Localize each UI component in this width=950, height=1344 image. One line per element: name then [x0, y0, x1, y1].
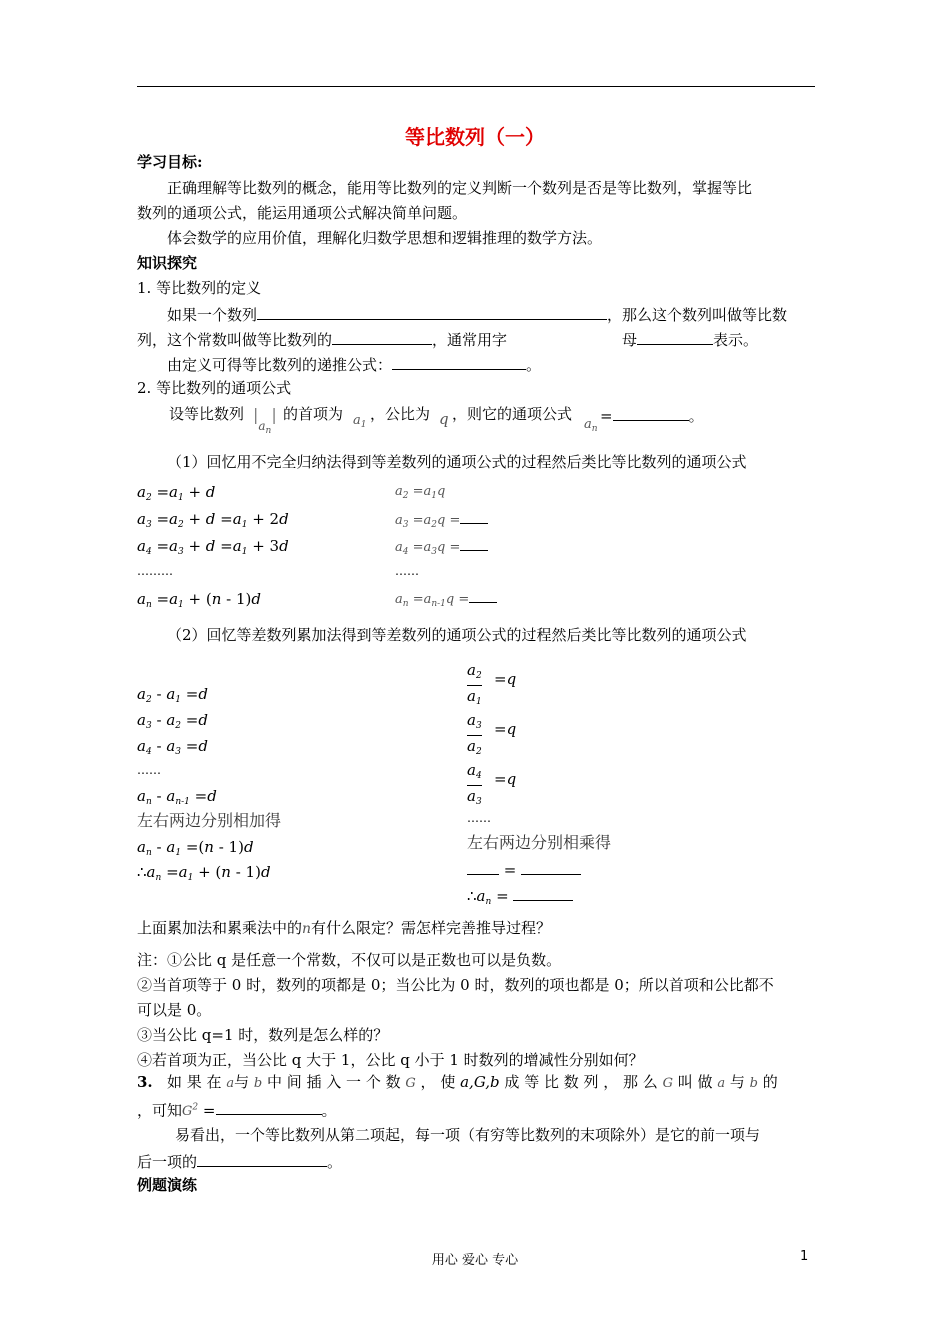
goals-text-2: 体会数学的应用价值，理解化归数学思想和逻辑推理的数学方法。: [167, 229, 603, 247]
s2-l1e: =: [600, 407, 613, 425]
section-2-title: 2. 等比数列的通项公式: [137, 379, 292, 397]
ratio-frac-2: $\frac{a_3}{a_2}$: [467, 711, 482, 761]
s3-l2c: 。: [321, 1101, 337, 1120]
arith-eq-1: $a_2 =a_1 + d$: [137, 483, 216, 503]
ratio-frac-3: $\frac{a_4}{a_3}$: [467, 761, 482, 811]
s2-l1b: 的首项为: [283, 405, 344, 423]
explore-heading: 知识探究: [137, 254, 198, 272]
s3-h: 的: [762, 1073, 778, 1091]
arith-eq-n: $a_n =a_1 + (n - 1)d$: [137, 590, 262, 610]
goals-text-1b: 数列的通项公式，能运用通项公式解决简单问题。: [137, 204, 468, 222]
geo-blank-n[interactable]: [469, 589, 497, 603]
s2-l1f: 。: [688, 407, 704, 425]
sum-result-1: $a_n - a_1 =(n - 1)d$: [137, 838, 254, 858]
s1-l2c: 母: [622, 331, 638, 349]
s3-c: 中 间 插 入 一 个 数: [266, 1073, 401, 1091]
sum-eq-3: $a_4 - a_3 =d$: [137, 737, 208, 757]
s1-l2b: ，通常用字: [432, 331, 508, 349]
goals-text-1a: 正确理解等比数列的概念，能用等比数列的定义判断一个数列是否是等比数列，掌握等比: [167, 179, 753, 197]
ratio-eq-2: =q: [494, 720, 517, 738]
s2-line1: [169, 404, 244, 424]
therefore-symbol-2: ∴: [467, 887, 477, 905]
seq-an-notation: $|a_n|$: [253, 405, 277, 436]
a1-symbol: $a_1$: [353, 413, 367, 430]
header-rule: [137, 86, 815, 87]
s1-l2d: 表示。: [713, 331, 759, 349]
q-symbol: q: [439, 410, 449, 428]
sum-eq-n: $a_n - a_{n-1} =d$: [137, 787, 217, 807]
s2-l1c: ，公比为: [370, 405, 431, 423]
s1-l1a: 如果一个数列: [167, 306, 258, 324]
prod-dots: ……: [467, 811, 491, 825]
geo-blank-2[interactable]: [460, 510, 488, 524]
s2-l1a: 设等比数列: [169, 405, 245, 423]
geo-eq-1: $a_2 =a_1q$: [395, 484, 446, 501]
b-symbol-2: b: [749, 1076, 758, 1091]
sum-dots: ……: [137, 763, 161, 777]
ratio-eq-3: =q: [494, 770, 517, 788]
arith-eq-3: $a_4 =a_3 + d =a_1 + 3d$: [137, 537, 289, 557]
arith-eq-2: $a_3 =a_2 + d =a_1 + 2d$: [137, 510, 289, 530]
note-q1: 上面累加法和累乘法中的: [137, 919, 303, 937]
an-symbol: $a_n$: [584, 417, 598, 434]
ratio-eq-1: =q: [494, 670, 517, 688]
s3-a: 如 果 在: [166, 1073, 222, 1091]
page-number: 1: [800, 1249, 809, 1264]
s3-p2: [137, 1150, 342, 1172]
s1-l3a: 由定义可得等比数列的递推公式：: [167, 356, 393, 374]
a-symbol: a: [226, 1076, 235, 1091]
note-question: [137, 918, 551, 939]
s3-e: 成 等 比 数 列 ， 那 么: [504, 1073, 658, 1091]
s3-b: 与: [234, 1073, 250, 1091]
s3-num: 3.: [137, 1073, 153, 1091]
prod-result-2: $\therefore a_n$ =: [467, 886, 573, 912]
s3-l2b: =: [202, 1101, 216, 1120]
geo-mean-blank[interactable]: [216, 1098, 322, 1115]
note-4: ④若首项为正，当公比 q 大于 1，公比 q 小于 1 时数列的增减性分别如何？: [137, 1051, 644, 1069]
geo-eq-n: $a_n =a_{n-1}q$ =: [395, 589, 497, 609]
general-term-blank[interactable]: [613, 404, 689, 421]
section-1-title: 1. 等比数列的定义: [137, 279, 262, 297]
a-symbol-2: a: [717, 1076, 726, 1091]
s1-line2-right: [622, 328, 758, 350]
method-1: （1）回忆用不完全归纳法得到等差数列的通项公式的过程然后类比等比数列的通项公式: [167, 453, 747, 471]
examples-heading: 例题演练: [137, 1176, 198, 1194]
s3-p1: 易看出，一个等比数列从第二项起，每一项（有穷等比数列的末项除外）是它的前一项与: [175, 1126, 761, 1144]
prod-blank-right[interactable]: [521, 860, 581, 875]
prod-text: 左右两边分别相乘得: [467, 833, 612, 852]
geo-blank-3[interactable]: [460, 537, 488, 551]
note-2a: ②当首项等于 0 时，数列的项都是 0；当公比为 0 时，数列的项也都是 0；所以首项和公比都不: [137, 976, 774, 994]
aGb-symbols: a,G,b: [460, 1073, 500, 1091]
s1-l2a: 列，这个常数叫做等比数列的: [137, 331, 333, 349]
G-symbol: G: [405, 1076, 416, 1091]
s3-f: 叫 做: [677, 1073, 713, 1091]
geo-eq-3: $a_4 =a_3q$ =: [395, 537, 488, 557]
prod-blank-an[interactable]: [513, 886, 573, 901]
s3-p2a: 后一项的: [137, 1153, 198, 1171]
goals-heading: 学习目标:: [137, 153, 203, 171]
sum-eq-2: $a_3 - a_2 =d$: [137, 711, 208, 731]
letter-blank[interactable]: [637, 328, 713, 345]
G-symbol-2: G: [662, 1076, 673, 1091]
s1-line2: [137, 328, 507, 350]
s3-line1: [137, 1072, 778, 1094]
page-title: 等比数列（一）: [405, 125, 545, 149]
neighbor-blank[interactable]: [197, 1150, 327, 1167]
footer-text: 用心 爱心 专心: [431, 1253, 519, 1268]
recursion-blank[interactable]: [392, 353, 526, 370]
ratio-name-blank[interactable]: [332, 328, 432, 345]
geo-dots: ……: [395, 564, 419, 578]
G-squared: $G^2$: [182, 1103, 199, 1120]
sum-eq-1: $a_2 - a_1 =d$: [137, 685, 208, 705]
note-2b: 可以是 0。: [137, 1001, 212, 1019]
geo-eq-2: $a_3 =a_2q$ =: [395, 510, 488, 530]
definition-blank[interactable]: [257, 303, 607, 320]
s3-line2: [137, 1098, 337, 1122]
s3-p2b: 。: [327, 1153, 343, 1171]
note-q2: 有什么限定？需怎样完善推导过程？: [311, 919, 552, 937]
s1-line3: [167, 353, 541, 375]
s1-l3b: 。: [526, 356, 542, 374]
s3-l2a: ，可知: [137, 1101, 183, 1120]
arith-dots: ………: [137, 564, 173, 578]
s1-line1: [167, 303, 787, 325]
ratio-frac-1: $\frac{a_2}{a_1}$: [467, 661, 482, 711]
note-1: 注：①公比 q 是任意一个常数，不仅可以是正数也可以是负数。: [137, 951, 562, 969]
note-3: ③当公比 q=1 时，数列是怎么样的？: [137, 1026, 389, 1044]
b-symbol: b: [253, 1076, 263, 1091]
s3-d: ， 使: [420, 1073, 456, 1091]
prod-result-1: =: [467, 860, 581, 880]
s2-l1e-line: [600, 404, 704, 426]
sum-result-2: $\therefore a_n =a_1 + (n - 1)d$: [137, 863, 271, 883]
s1-l1b: ，那么这个数列叫做等比数: [607, 306, 788, 324]
sum-text: 左右两边分别相加得: [137, 811, 282, 830]
therefore-symbol: ∴: [137, 863, 147, 881]
prod-blank-left[interactable]: [467, 860, 499, 875]
n-symbol: n: [302, 921, 312, 937]
s2-l1d: ，则它的通项公式: [452, 405, 573, 423]
s3-g: 与: [729, 1073, 745, 1091]
method-2: （2）回忆等差数列累加法得到等差数列的通项公式的过程然后类比等比数列的通项公式: [167, 626, 747, 644]
